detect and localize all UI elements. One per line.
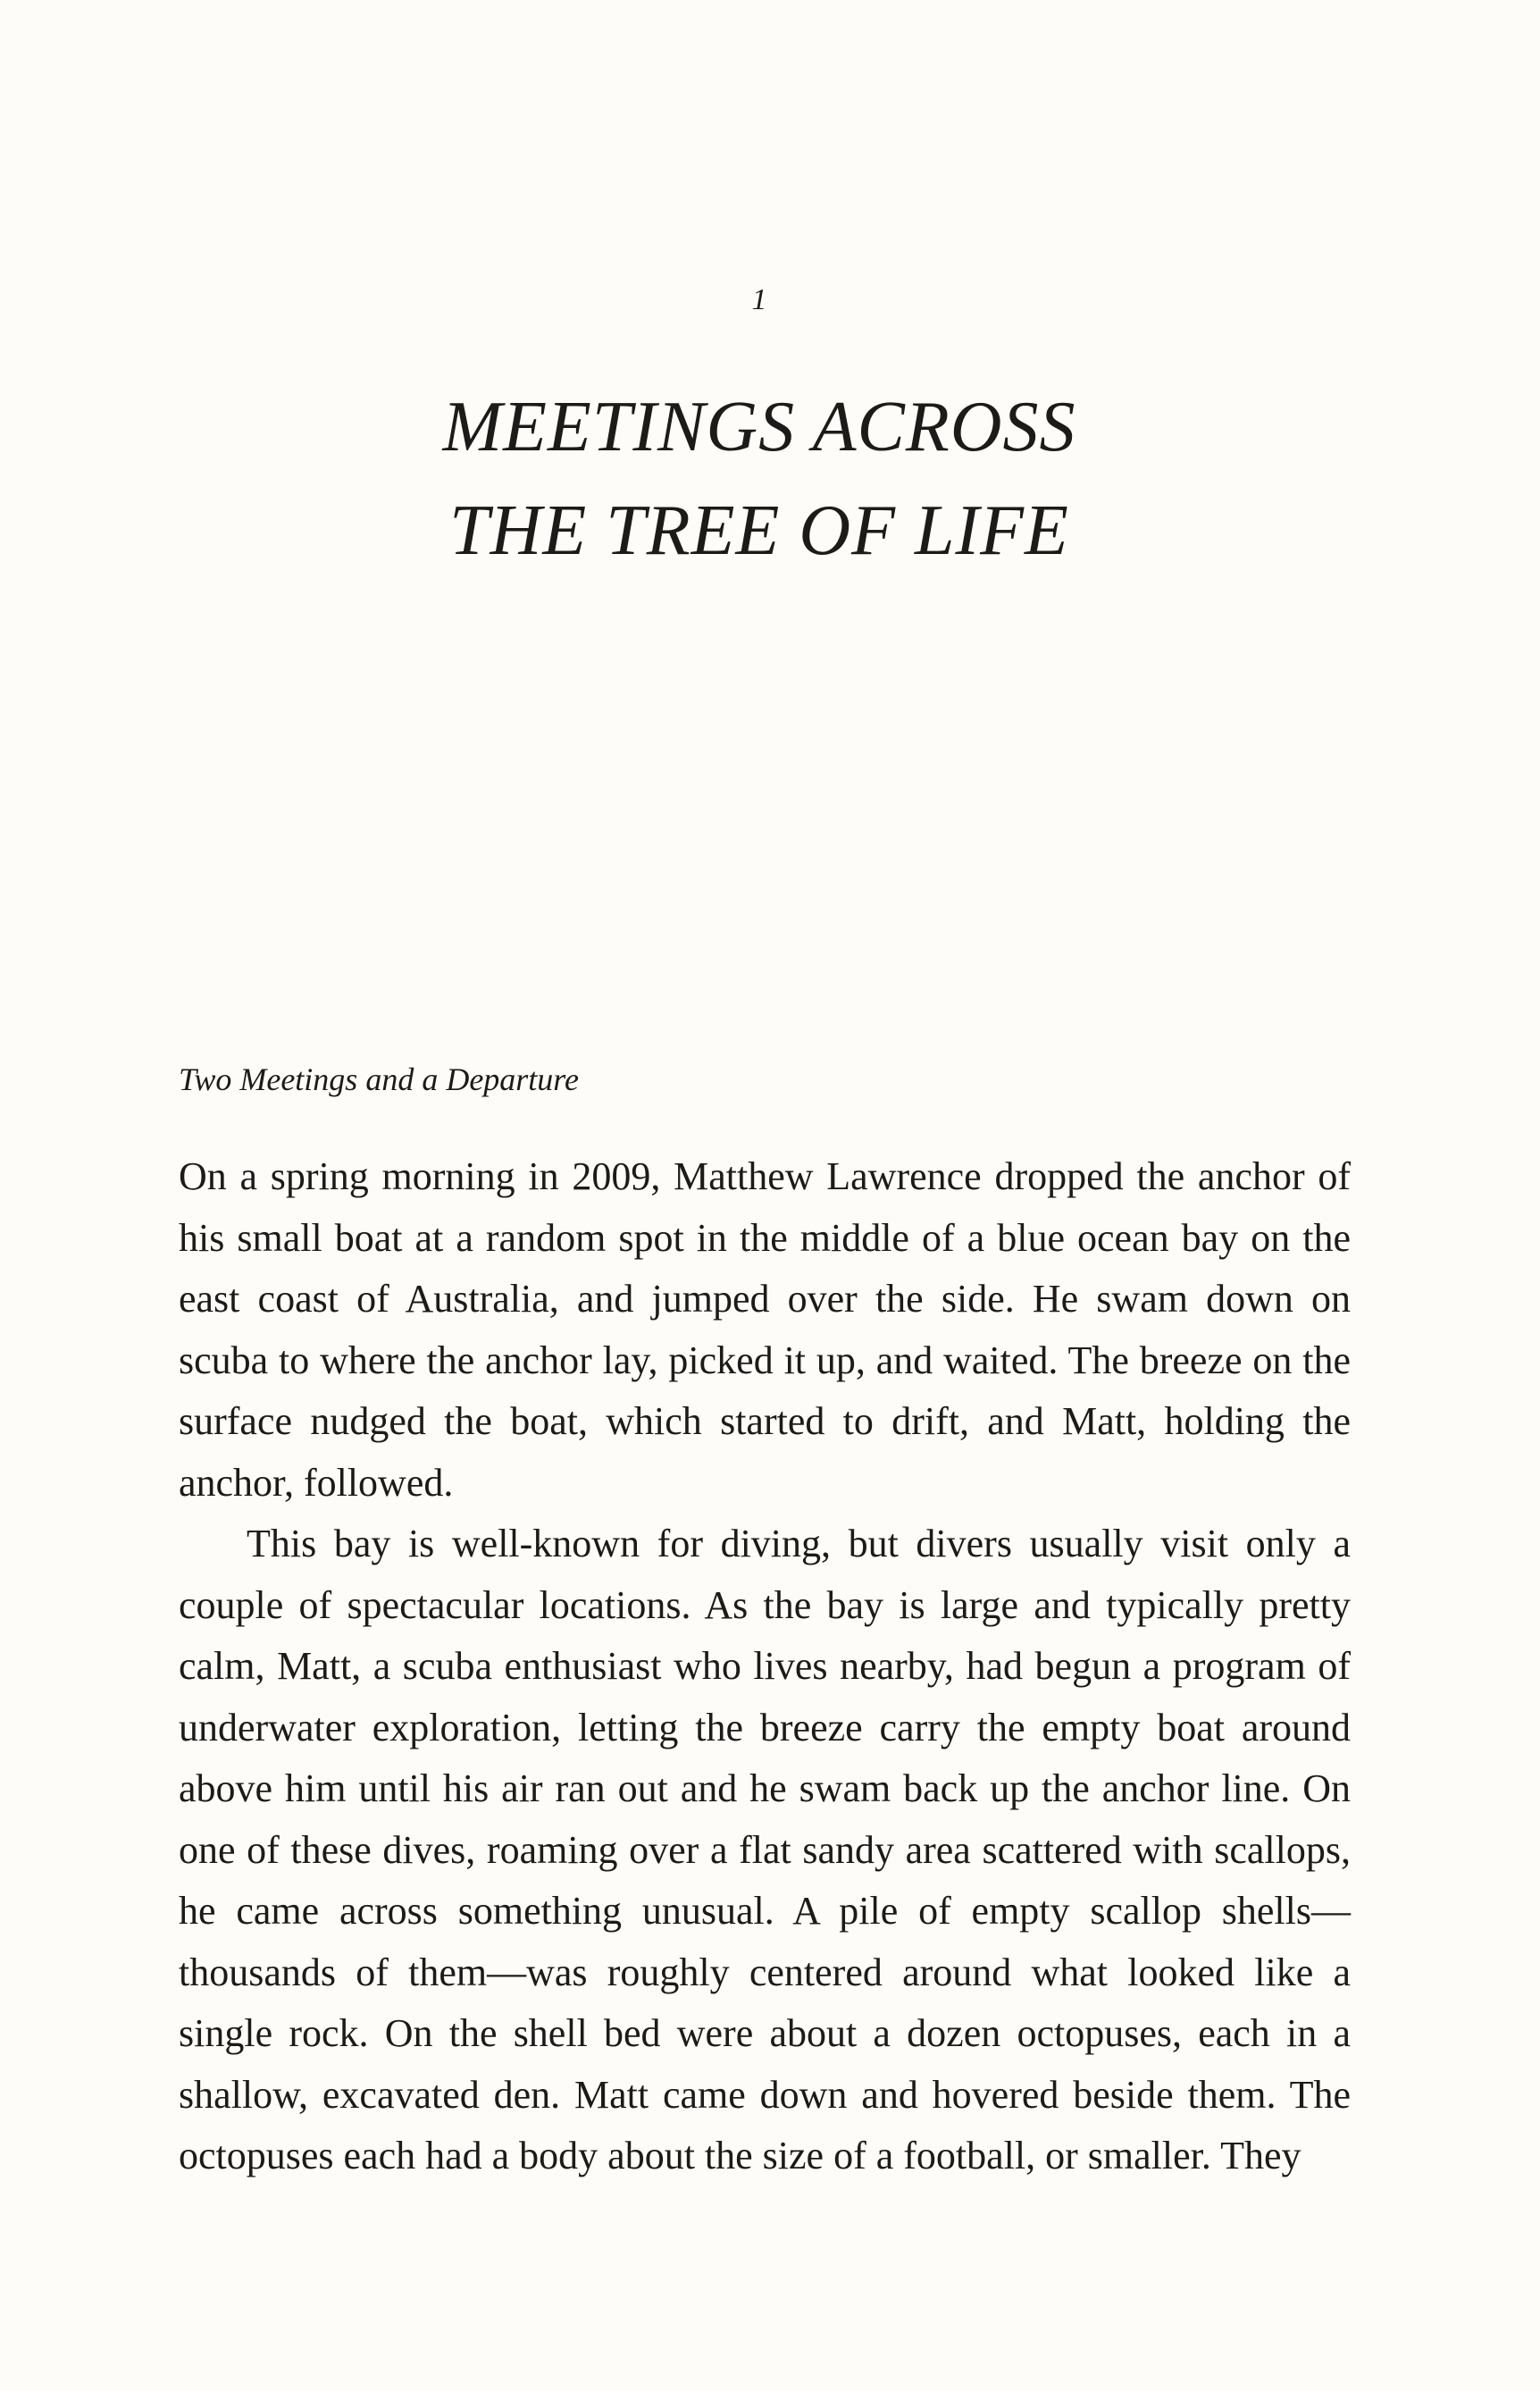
chapter-title-line-2: THE TREE OF LIFE	[449, 491, 1069, 570]
section-heading: Two Meetings and a Departure	[179, 1061, 579, 1097]
chapter-title	[0, 375, 1519, 583]
paragraph: This bay is well-known for diving, but divers usually visit only a couple of spectacular locations. As the bay is large and typically pretty calm, Matt, a scuba enthusiast who lives nearby, had begun a program of underwater exploration, letting the breeze carry the empty boat around above him until his air ran out and he swam back up the anchor line. On one of these dives, roaming over a flat sandy area scattered with scallops, he came across something unusual. A pile of empty scallop shells—thousands of them—was roughly centered around what looked like a single rock. On the shell bed were about a dozen octopuses, each in a shallow, excavated den. Matt came down and hovered beside them. The octopuses each had a body about the size of a football, or smaller. They	[179, 1522, 1351, 2177]
chapter-title-line-1: MEETINGS ACROSS	[442, 388, 1076, 466]
body-text	[179, 1146, 1351, 2187]
paragraph: On a spring morning in 2009, Matthew Lawrence dropped the anchor of his small boat at a random spot in the middle of a blue ocean bay on the east coast of Australia, and jumped over the side. He swam down on scuba to where the anchor lay, picked it up, and waited. The breeze on the surface nudged the boat, which started to drift, and Matt, holding the anchor, followed.	[179, 1154, 1351, 1505]
chapter-number: 1	[751, 283, 767, 316]
